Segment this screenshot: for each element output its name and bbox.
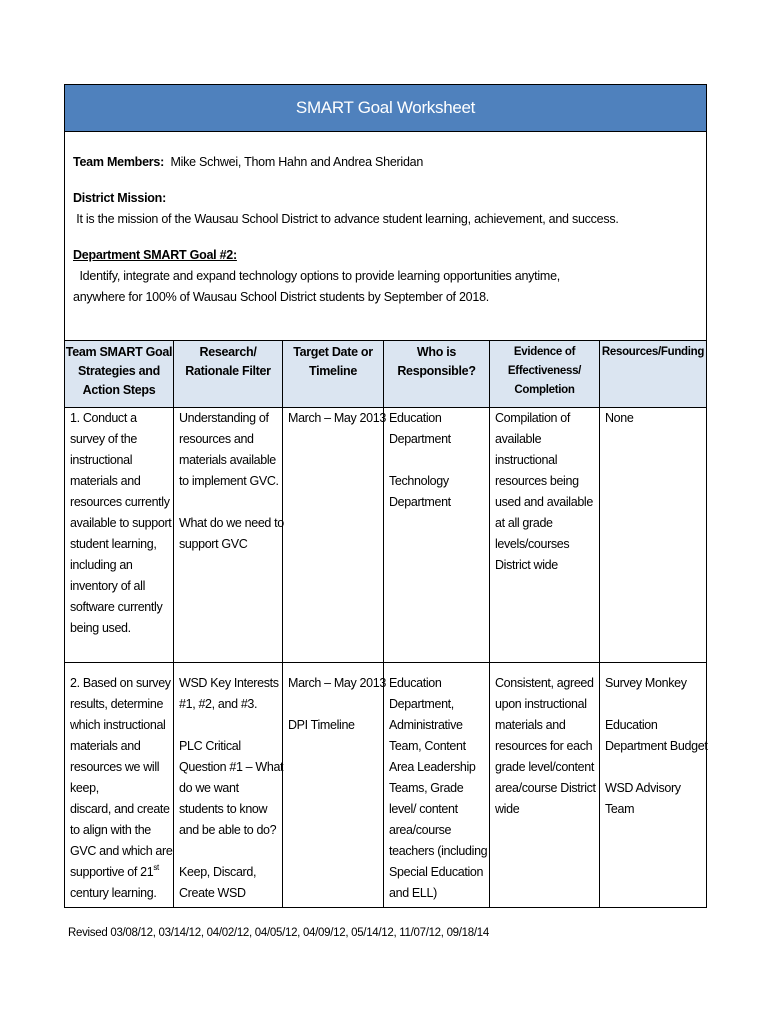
- department-goal-text-2: anywhere for 100% of Wausau School District students by September of 2018.: [73, 290, 489, 304]
- header-evidence: [490, 341, 600, 408]
- cell-line: 2. Based on survey: [70, 676, 171, 690]
- cell-line: Consistent, agreed: [495, 676, 594, 690]
- cell-line: available: [495, 432, 542, 446]
- cell-line: results, determine: [70, 697, 164, 711]
- cell-line: Department: [389, 432, 451, 446]
- header-text: Responsible?: [397, 364, 476, 378]
- cell-line: WSD Key Interests: [179, 676, 279, 690]
- cell-line: resources and: [179, 432, 254, 446]
- cell-line: Administrative: [389, 718, 463, 732]
- cell-line: to align with the: [70, 823, 151, 837]
- cell-line: Education: [605, 718, 658, 732]
- superscript-st: st: [153, 863, 159, 872]
- cell-line: Create WSD: [179, 886, 246, 900]
- cell-line: including an: [70, 558, 133, 572]
- cell-line: instructional: [495, 453, 558, 467]
- cell-line: levels/courses: [495, 537, 570, 551]
- cell-line: resources for each: [495, 739, 593, 753]
- department-goal-label: Department SMART Goal #2:: [73, 248, 237, 262]
- cell-line: Area Leadership: [389, 760, 476, 774]
- department-goal-line: [73, 245, 698, 308]
- cell-line: March – May 2013: [288, 411, 386, 425]
- cell-line: #1, #2, and #3.: [179, 697, 258, 711]
- header-text: Completion: [514, 384, 575, 396]
- cell-line: Teams, Grade: [389, 781, 464, 795]
- department-goal-text-1: Identify, integrate and expand technology options to provide learning opportunities anytime,: [73, 269, 561, 283]
- cell-line: materials and: [70, 739, 141, 753]
- header-target-date: [283, 341, 384, 408]
- strategy-cell: [65, 408, 174, 663]
- cell-line: instructional: [70, 453, 133, 467]
- cell-line: support GVC: [179, 537, 248, 551]
- cell-line: level/ content: [389, 802, 458, 816]
- cell-line: upon instructional: [495, 697, 587, 711]
- header-text: Research/: [199, 345, 257, 359]
- responsible-cell: [384, 663, 490, 908]
- cell-line: at all grade: [495, 516, 553, 530]
- research-cell: [174, 408, 283, 663]
- target-date-cell: [283, 408, 384, 663]
- strategy-cell: [65, 663, 174, 908]
- cell-line: materials and: [495, 718, 566, 732]
- target-date-cell: [283, 663, 384, 908]
- header-resources: [600, 341, 707, 408]
- header-text: Team SMART Goal: [65, 345, 173, 359]
- header-research: [174, 341, 283, 408]
- header-responsible: [384, 341, 490, 408]
- header-text: Timeline: [308, 364, 358, 378]
- cell-line: student learning,: [70, 537, 157, 551]
- cell-line: Keep, Discard,: [179, 865, 257, 879]
- smart-goal-worksheet-table: [64, 84, 707, 908]
- district-mission-line: [73, 188, 698, 230]
- cell-line: Special Education: [389, 865, 484, 879]
- cell-line: materials and: [70, 474, 141, 488]
- header-text: Target Date or: [293, 345, 373, 359]
- cell-line: resources being: [495, 474, 579, 488]
- cell-line: None: [605, 411, 634, 425]
- cell-line: to implement GVC.: [179, 474, 279, 488]
- cell-line: grade level/content: [495, 760, 594, 774]
- cell-line: District wide: [495, 558, 558, 572]
- cell-line: Technology: [389, 474, 449, 488]
- cell-line: used and available: [495, 495, 593, 509]
- header-text: Who is: [416, 345, 457, 359]
- cell-line: wide: [495, 802, 520, 816]
- cell-line: software currently: [70, 600, 163, 614]
- cell-line: area/course District: [495, 781, 596, 795]
- responsible-cell: [384, 408, 490, 663]
- cell-line: Compilation of: [495, 411, 571, 425]
- table-row: [65, 663, 707, 908]
- cell-line: inventory of all: [70, 579, 145, 593]
- page-title: SMART Goal Worksheet: [295, 98, 476, 117]
- cell-line: resources currently: [70, 495, 170, 509]
- team-members-line: [73, 152, 698, 173]
- district-mission-value: It is the mission of the Wausau School District to advance student learning, achievement, and success.: [73, 212, 619, 226]
- research-cell: [174, 663, 283, 908]
- cell-line: Question #1 – What: [179, 760, 284, 774]
- header-text: Strategies and: [78, 364, 160, 378]
- header-text: Effectiveness/: [507, 365, 582, 377]
- cell-line: do we want: [179, 781, 239, 795]
- cell-line: DPI Timeline: [288, 718, 355, 732]
- goal-info-section: [65, 132, 707, 341]
- resources-cell: [600, 663, 707, 908]
- team-members-value: Mike Schwei, Thom Hahn and Andrea Sheridan: [164, 155, 424, 169]
- cell-line: keep,: [70, 781, 99, 795]
- cell-line: Department: [389, 495, 451, 509]
- cell-line: which instructional: [70, 718, 166, 732]
- cell-line: Survey Monkey: [605, 676, 687, 690]
- district-mission-label: District Mission:: [73, 191, 166, 205]
- cell-line: century learning.: [70, 886, 157, 900]
- header-text: Rationale Filter: [185, 364, 271, 378]
- cell-line: Department Budget: [605, 739, 708, 753]
- cell-line: resources we will: [70, 760, 160, 774]
- cell-text: supportive of 21: [70, 865, 154, 879]
- cell-line: materials available: [179, 453, 276, 467]
- cell-line: area/course: [389, 823, 452, 837]
- header-strategies: [65, 341, 174, 408]
- cell-line: PLC Critical: [179, 739, 241, 753]
- revision-footer: Revised 03/08/12, 03/14/12, 04/02/12, 04/05/12, 04/09/12, 05/14/12, 11/07/12, 09/18/14: [68, 927, 489, 939]
- cell-line: survey of the: [70, 432, 138, 446]
- evidence-cell: [490, 408, 600, 663]
- evidence-cell: [490, 663, 600, 908]
- cell-line: 1. Conduct a: [70, 411, 137, 425]
- cell-line: March – May 2013: [288, 676, 386, 690]
- header-text: Resources/Funding: [601, 346, 705, 358]
- cell-line: Team, Content: [389, 739, 466, 753]
- cell-line: discard, and create: [70, 802, 170, 816]
- cell-line: available to support: [70, 516, 172, 530]
- column-header-row: [65, 341, 707, 408]
- cell-line: teachers (including: [389, 844, 488, 858]
- cell-line: What do we need to: [179, 516, 284, 530]
- cell-line: students to know: [179, 802, 268, 816]
- cell-line: Education: [389, 411, 442, 425]
- resources-cell: [600, 408, 707, 663]
- cell-line: GVC and which are: [70, 844, 173, 858]
- cell-line: Understanding of: [179, 411, 269, 425]
- team-members-label: Team Members:: [73, 155, 164, 169]
- cell-line: Department,: [389, 697, 454, 711]
- cell-line: and be able to do?: [179, 823, 277, 837]
- cell-line: and ELL): [389, 886, 437, 900]
- header-text: Evidence of: [513, 346, 576, 358]
- cell-line: being used.: [70, 621, 131, 635]
- cell-line: [70, 862, 169, 883]
- cell-line: Team: [605, 802, 635, 816]
- header-text: Action Steps: [82, 383, 156, 397]
- title-bar: [65, 85, 707, 132]
- cell-line: Education: [389, 676, 442, 690]
- cell-line: WSD Advisory: [605, 781, 681, 795]
- table-row: [65, 408, 707, 663]
